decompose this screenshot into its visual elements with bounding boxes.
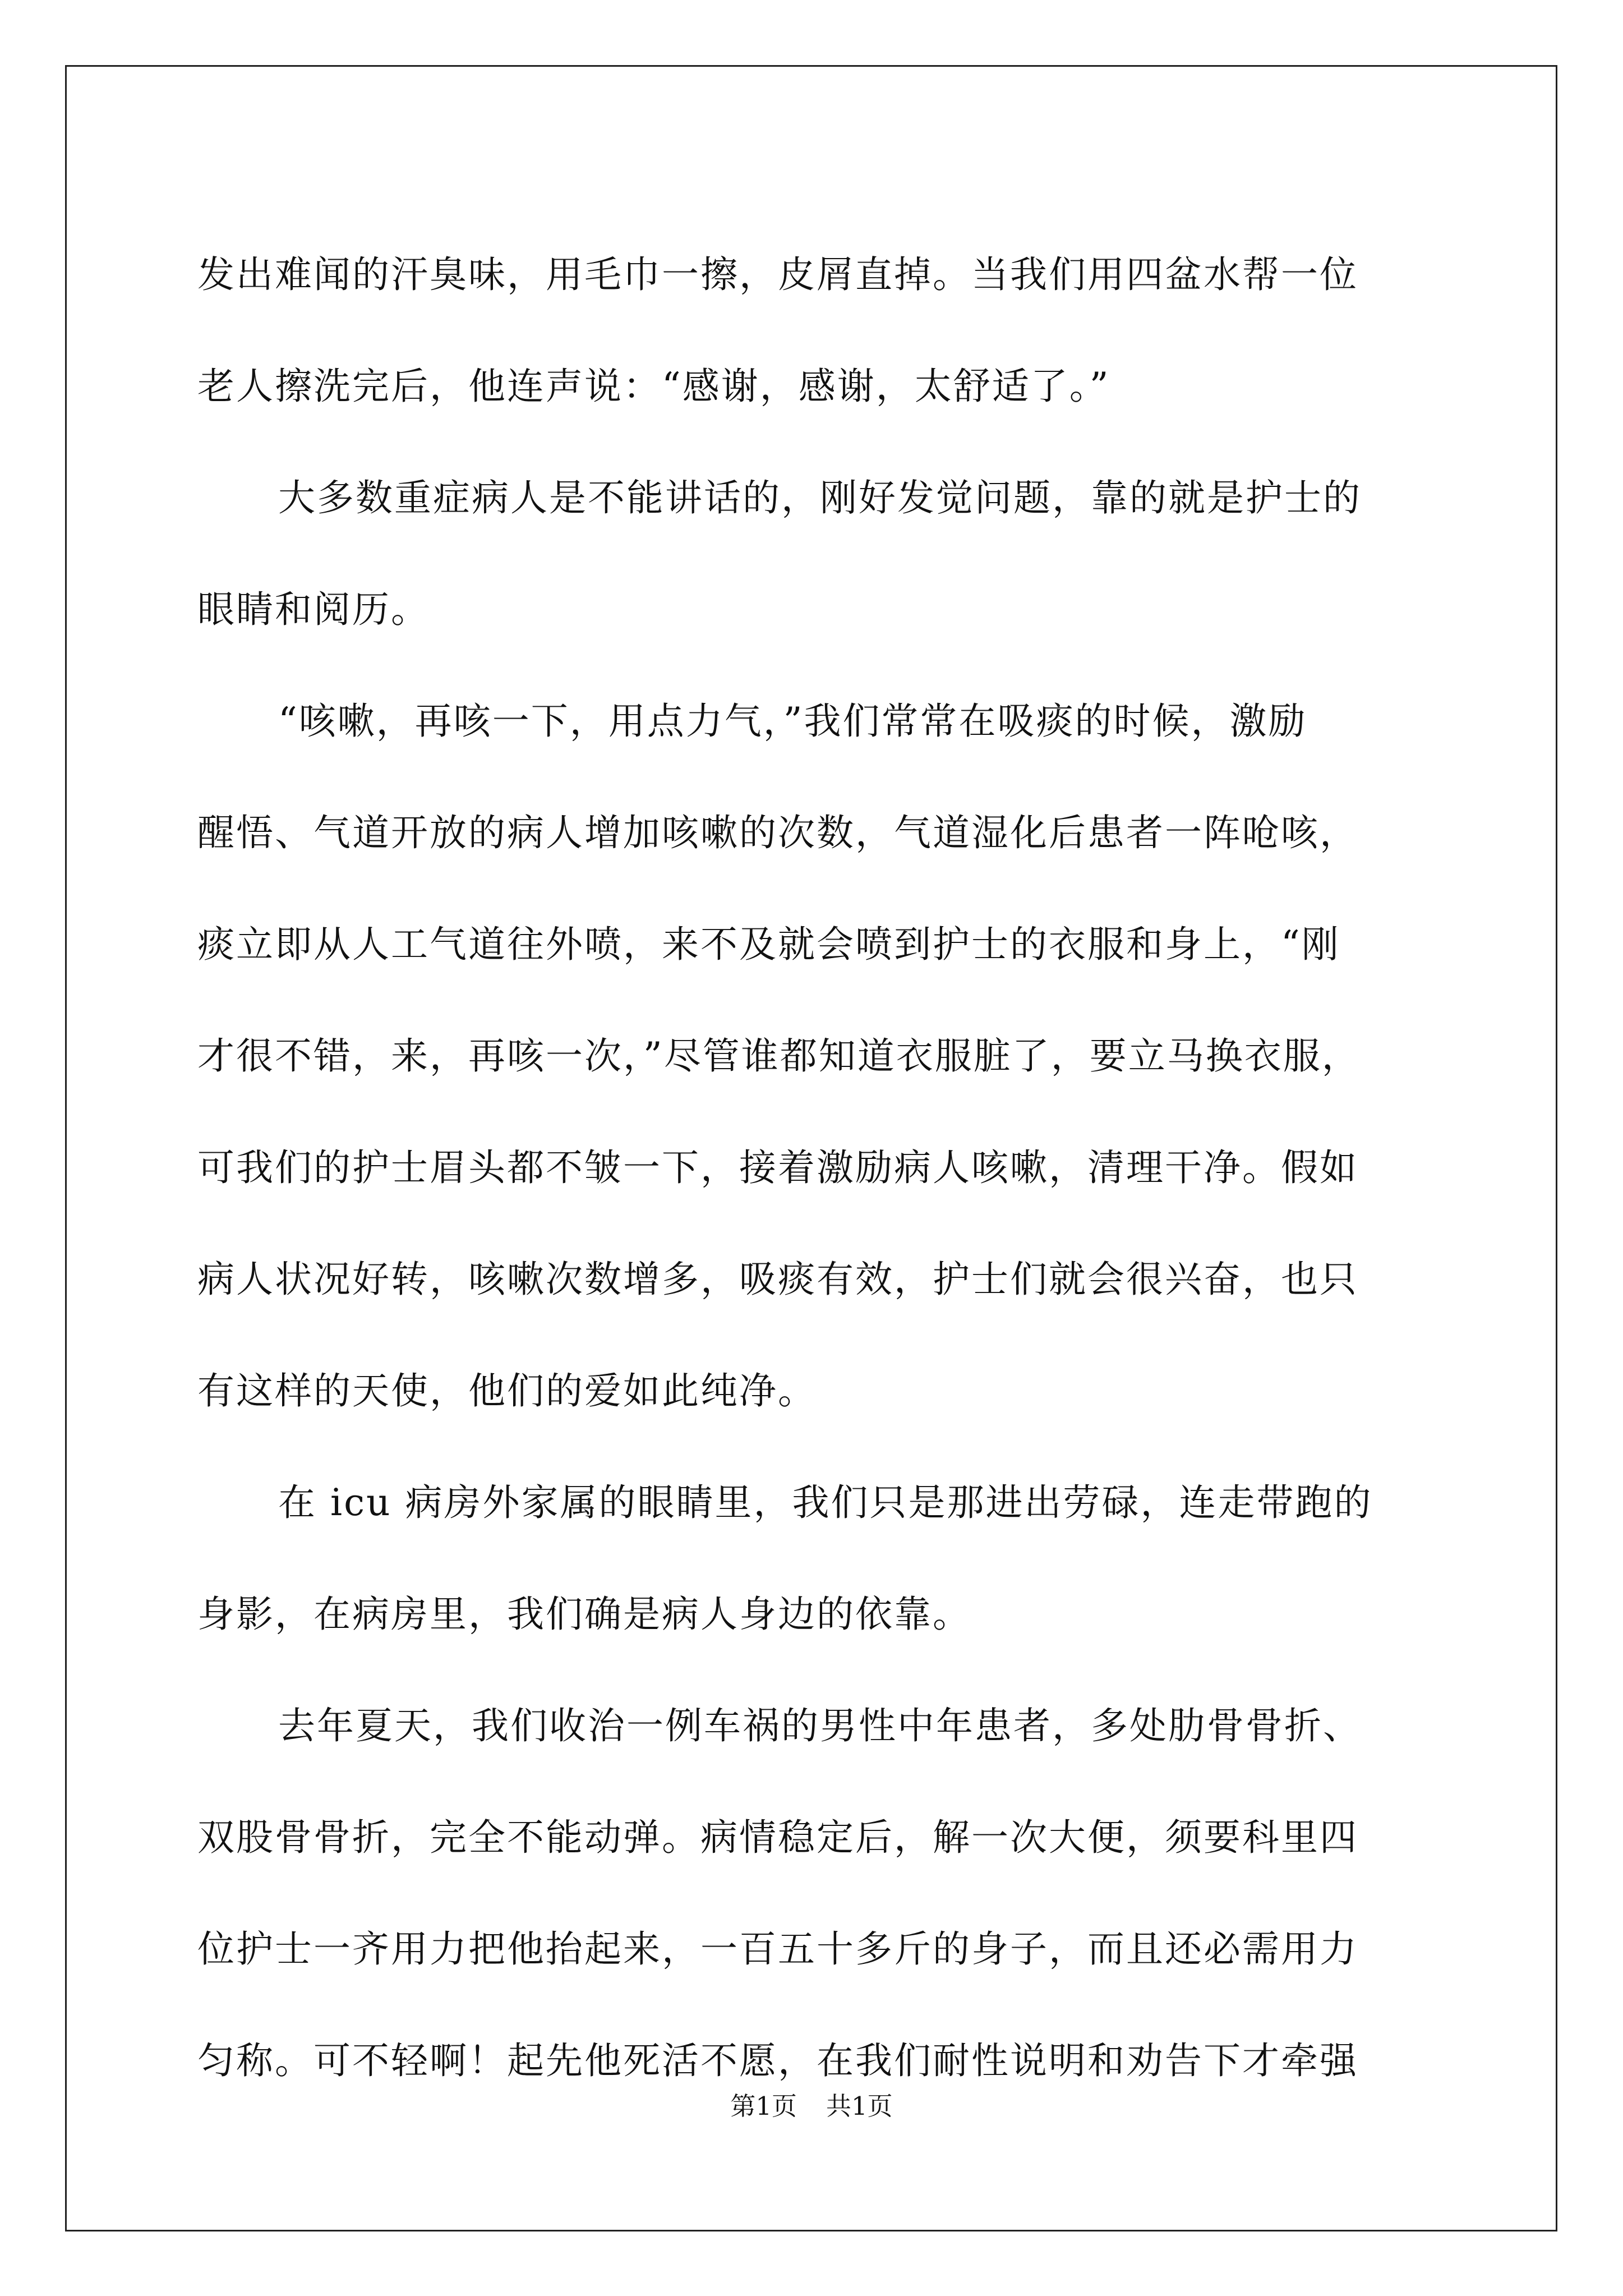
text-line: 大多数重症病人是不能讲话的，刚好发觉问题，靠的就是护士的 (278, 476, 1362, 519)
document-body (197, 219, 1431, 2116)
text-line: “咳嗽，再咳一下，用点力气，”我们常常在吸痰的时候，激励 (278, 700, 1307, 743)
text-line: 可我们的护士眉头都不皱一下，接着激励病人咳嗽，清理干净。假如 (197, 1146, 1358, 1189)
text-line: 位护士一齐用力把他抬起来，一百五十多斤的身子，而且还必需用力 (197, 1927, 1358, 1971)
text-line: 双股骨骨折，完全不能动弹。病情稳定后，解一次大便，须要科里四 (197, 1816, 1358, 1859)
text-line: 去年夏天，我们收治一例车祸的男性中年患者，多处肋骨骨折、 (278, 1704, 1362, 1747)
text-line: 发出难闻的汗臭味，用毛巾一擦，皮屑直掉。当我们用四盆水帮一位 (197, 253, 1358, 296)
text-line: 匀称。可不轻啊！起先他死活不愿，在我们耐性说明和劝告下才牵强 (197, 2039, 1358, 2082)
text-line: 眼睛和阅历。 (197, 588, 430, 631)
page-footer (0, 2090, 1623, 2123)
text-line: 才很不错，来，再咳一次，”尽管谁都知道衣服脏了，要立马换衣服， (197, 1034, 1361, 1078)
text-line: 有这样的天使，他们的爱如此纯净。 (197, 1369, 817, 1412)
page-total: 共1页 (826, 2091, 893, 2121)
text-line: 醒悟、气道开放的病人增加咳嗽的次数，气道湿化后患者一阵呛咳， (197, 811, 1358, 854)
text-line: 身影，在病房里，我们确是病人身边的依靠。 (197, 1593, 971, 1636)
text-line: 老人擦洗完后，他连声说：“感谢，感谢，太舒适了。” (197, 365, 1110, 408)
text-line: 在 icu 病房外家属的眼睛里，我们只是那进出劳碌，连走带跑的 (278, 1481, 1373, 1524)
page-number: 第1页 (730, 2091, 797, 2121)
text-line: 痰立即从人工气道往外喷，来不及就会喷到护士的衣服和身上，“刚 (197, 923, 1340, 966)
text-line: 病人状况好转，咳嗽次数增多，吸痰有效，护士们就会很兴奋，也只 (197, 1258, 1358, 1301)
